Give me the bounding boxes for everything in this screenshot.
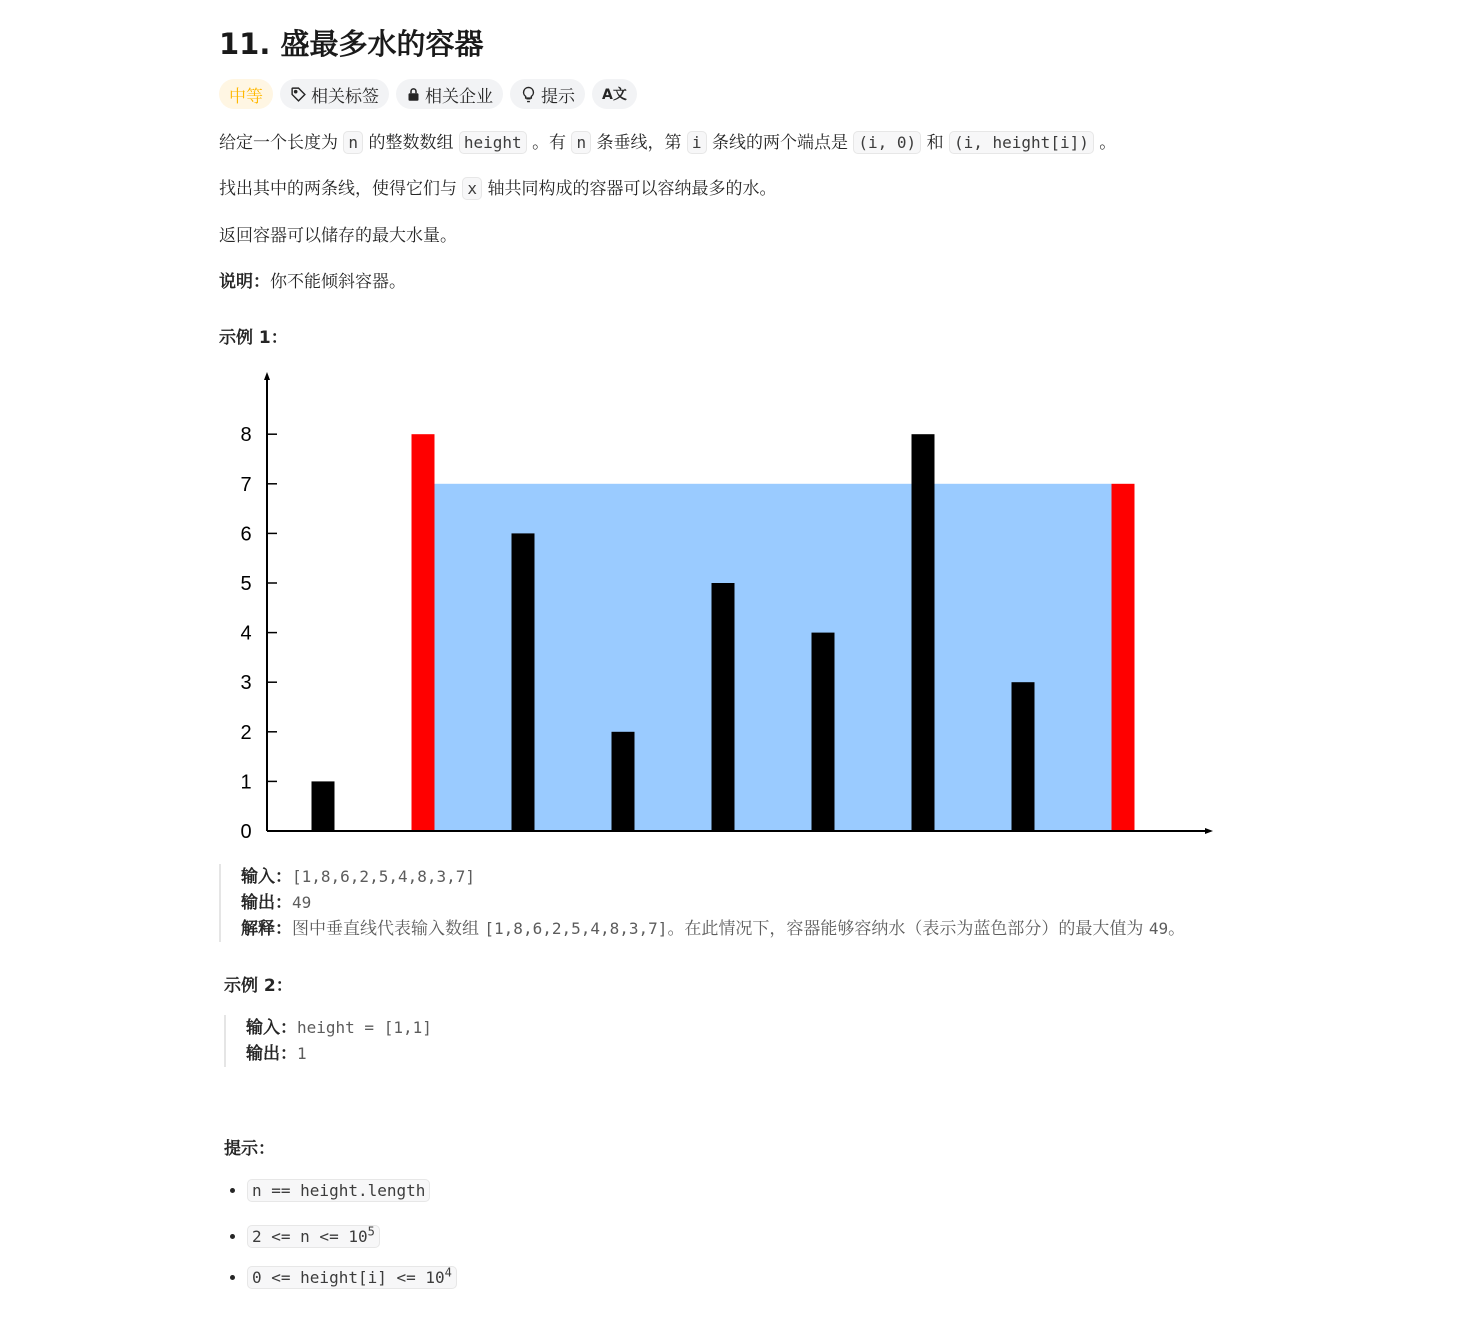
example-2-block: [224, 1015, 432, 1067]
explain-text: 。: [1168, 919, 1186, 939]
lightbulb-icon: [520, 86, 537, 103]
y-tick-label: 3: [240, 672, 252, 695]
input-value: height = [1,1]: [297, 1018, 432, 1037]
description-paragraph-3: 返回容器可以储存的最大水量。: [219, 226, 457, 246]
description-paragraph-2: [219, 176, 776, 202]
text-segment: 轴共同构成的容器可以容纳最多的水。: [487, 179, 777, 199]
difficulty-badge: [219, 79, 273, 109]
text-segment: 找出其中的两条线，使得它们与: [219, 179, 457, 199]
height-bar: [312, 781, 335, 831]
note-text: 你不能倾斜容器。: [270, 272, 406, 292]
constraint-base: 2 <= n <= 10: [252, 1227, 368, 1247]
explain-value: 49: [1148, 919, 1169, 938]
inline-code: (i, height[i]): [949, 131, 1094, 154]
description-paragraph-1: [219, 130, 1116, 156]
x-axis-arrow: [1205, 828, 1213, 834]
constraint-base: 0 <= height[i] <= 10: [252, 1268, 445, 1288]
example-1-block: [219, 864, 1185, 942]
example-1-explain-row: [241, 916, 1185, 942]
text-segment: 的整数数组: [368, 133, 454, 153]
text-segment: 。: [1099, 133, 1117, 153]
height-bar: [1012, 682, 1035, 831]
height-bar: [912, 434, 935, 831]
related-companies-button[interactable]: [396, 79, 503, 109]
constraint-item: [247, 1213, 457, 1254]
example-1-title: 示例 1：: [219, 328, 288, 348]
text-segment: 和: [926, 133, 944, 153]
text-segment: 条垂线，第: [596, 133, 682, 153]
height-bar: [712, 583, 735, 831]
y-axis-arrow: [264, 372, 270, 380]
difficulty-label: 中等: [229, 86, 263, 107]
input-value: [1,8,6,2,5,4,8,3,7]: [292, 867, 476, 886]
y-tick-label: 4: [240, 622, 252, 645]
text-segment: 条线的两个端点是: [711, 133, 848, 153]
y-tick-label: 6: [240, 523, 252, 546]
translate-icon: A文: [602, 87, 627, 103]
lock-icon: [406, 87, 421, 102]
constraint-item: [247, 1254, 457, 1295]
tag-icon: [290, 86, 307, 103]
related-tags-button[interactable]: [280, 79, 389, 109]
height-bar: [512, 533, 535, 831]
constraint-code: [247, 1266, 457, 1289]
related-tags-label: 相关标签: [311, 86, 379, 107]
y-tick-label: 2: [240, 721, 252, 744]
height-bar: [612, 732, 635, 831]
text-segment: 给定一个长度为: [219, 133, 338, 153]
description-note: [219, 269, 406, 295]
output-value: 49: [292, 893, 312, 912]
explain-label: 解释：: [241, 919, 292, 939]
constraint-code: n == height.length: [247, 1179, 430, 1202]
y-tick-label: 7: [240, 473, 252, 496]
related-companies-label: 相关企业: [425, 86, 493, 107]
constraint-code: [247, 1225, 380, 1248]
explain-text: 图中垂直线代表输入数组: [292, 919, 479, 939]
y-tick-label: 8: [240, 424, 252, 447]
container-wall-bar: [412, 434, 435, 831]
example-2-title: 示例 2：: [224, 976, 293, 996]
constraints-list: [225, 1172, 457, 1295]
note-label: 说明：: [219, 272, 270, 292]
example-2-output-row: [246, 1041, 432, 1067]
text-segment: 。有: [532, 133, 567, 153]
y-tick-label: 1: [240, 771, 252, 794]
y-tick-label: 5: [240, 573, 252, 595]
output-value: 1: [297, 1044, 307, 1063]
explain-code: [1,8,6,2,5,4,8,3,7]: [484, 919, 668, 938]
example-2-input-row: [246, 1015, 432, 1041]
inline-code: i: [687, 131, 707, 154]
inline-code: height: [459, 131, 527, 154]
container-wall-bar: [1112, 484, 1135, 831]
output-label: 输出：: [246, 1044, 297, 1064]
inline-code: n: [571, 131, 591, 154]
input-label: 输入：: [241, 867, 292, 887]
constraint-exponent: 4: [444, 1266, 452, 1280]
explain-text: 。在此情况下，容器能够容纳水（表示为蓝色部分）的最大值为: [667, 919, 1144, 939]
constraint-item: [247, 1172, 457, 1213]
water-area: [435, 484, 1112, 831]
inline-code: x: [462, 177, 482, 200]
tag-row: [219, 79, 637, 109]
inline-code: n: [343, 131, 363, 154]
height-bar: [812, 633, 835, 831]
problem-title: 11. 盛最多水的容器: [219, 27, 484, 61]
hint-label: 提示: [541, 86, 575, 107]
output-label: 输出：: [241, 893, 292, 913]
constraints-title: 提示：: [224, 1139, 275, 1159]
hint-button[interactable]: [510, 79, 585, 109]
constraint-exponent: 5: [367, 1225, 375, 1239]
example-1-input-row: [241, 864, 1185, 890]
y-tick-label: 0: [240, 821, 252, 840]
input-label: 输入：: [246, 1018, 297, 1038]
example-1-output-row: [241, 890, 1185, 916]
translate-button[interactable]: [592, 79, 637, 109]
example-1-chart: [219, 360, 1219, 844]
inline-code: (i, 0): [853, 131, 921, 154]
container-chart: [219, 360, 1219, 840]
